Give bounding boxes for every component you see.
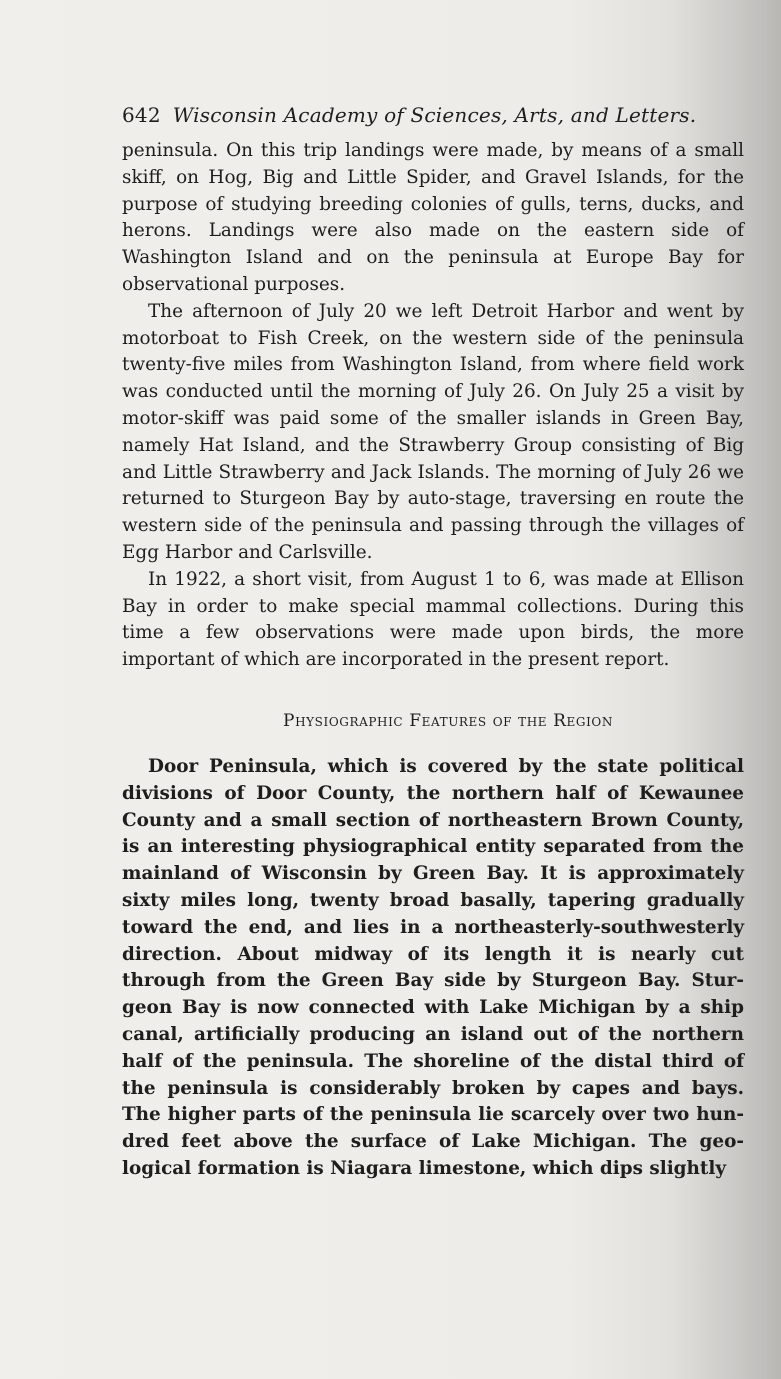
paragraph-1922-visit: In 1922, a short visit, from August 1 to 6, was made at Ellison Bay in order to make special mammal collections. During this time a few observations were made upon birds, the more important of which are incorporated in the present report. <box>122 568 744 671</box>
running-head-title: Wisconsin Academy of Sciences, Arts, and Letters. <box>172 103 697 127</box>
running-head <box>122 98 744 138</box>
page-content <box>122 98 744 1183</box>
section-heading: Physiographic Features of the Region <box>283 710 613 731</box>
paragraph-continued: peninsula. On this trip landings were made, by means of a small skiff, on Hog, Big and Little Spider, and Gravel Islands, for the purpose of studying breeding colonies of gulls, terns, ducks, and herons. Landings were also made on the eastern side of Washington Island and on the peninsula at Europe Bay for observational purposes. <box>122 140 744 295</box>
paragraph-door-peninsula: Door Peninsula, which is covered by the state political divisions of Door County, the northern half of Kewaunee County and a small section of northeastern Brown County, is an interesting physiographical entity separated from the mainland of Wisconsin by Green Bay. It is approximately sixty miles long, twenty broad basally, tapering gradually toward the end, and lies in a northeasterly-southwesterly direction. About midway of its length it is nearly cut through from the Green Bay side by Sturgeon Bay. Sturgeon Bay is now connected with Lake Michigan by a ship canal, artificially producing an island out of the northern half of the peninsula. The shoreline of the distal third of the peninsula is considerably broken by capes and bays. The higher parts of the peninsula lie scarcely over two hundred feet above the surface of Lake Michigan. The geological formation is Niagara limestone, which dips slightly <box>122 755 744 1179</box>
page-number: 642 <box>122 103 161 127</box>
paragraph-july-trip: The afternoon of July 20 we left Detroit Harbor and went by motorboat to Fish Creek, on the western side of the peninsula twenty-five miles from Washington Island, from where field work was conducted until the morning of July 26. On July 25 a visit by motor-skiff was paid some of the smaller islands in Green Bay, namely Hat Island, and the Strawberry Group consisting of Big and Little Strawberry and Jack Islands. The morning of July 26 we returned to Sturgeon Bay by auto-stage, traversing en route the western side of the peninsula and passing through the villages of Egg Harbor and Carlsville. <box>122 300 744 563</box>
